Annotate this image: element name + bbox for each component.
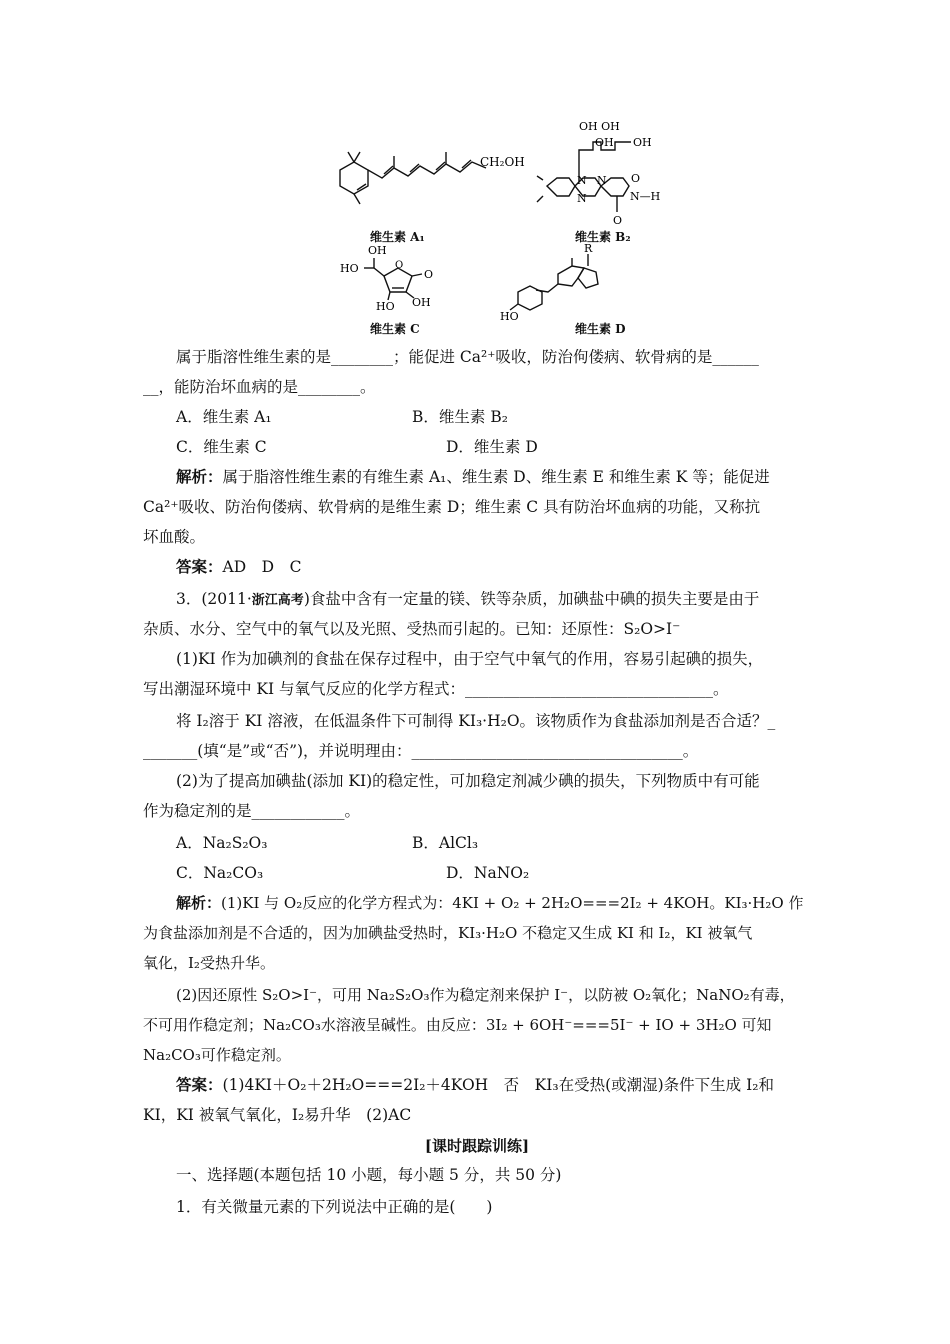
q3-option-b: B．AlCl₃: [412, 834, 479, 852]
q3-source: 浙江高考: [251, 593, 304, 608]
b2-nh-label: N—H: [630, 190, 661, 203]
q2-option-a: A．维生素 A₁: [176, 408, 272, 426]
b2-n3-label: N: [577, 192, 587, 205]
vitamin-c-caption: 维生素 C: [370, 322, 420, 336]
vitamin-structures-figure: [330, 120, 660, 340]
q3-answer-line1: [176, 1070, 774, 1100]
q3-option-a: A．Na₂S₂O₃: [176, 834, 268, 852]
d-r-label: R: [584, 242, 593, 255]
c-oh-top-label: OH: [368, 244, 387, 257]
q2-answer-label: 答案：: [176, 557, 223, 576]
q3-part1-line4: _______(填“是”或“否”)，并说明理由：___________________________________。: [143, 742, 699, 760]
q3-option-c: C．Na₂CO₃: [176, 864, 264, 882]
q3-part1-line2: 写出潮湿环境中 KI 与氧气反应的化学方程式：________________________________。: [143, 680, 729, 698]
q3-analysis2-line2: 不可用作稳定剂；Na₂CO₃水溶液呈碱性。由反应：3I₂ + 6OH⁻===5I⁻ + IO + 3H₂O 可知: [143, 1016, 772, 1034]
q3-stem-prefix: 3．(2011·: [176, 590, 252, 608]
q2-analysis-line1: [176, 462, 770, 492]
vitamin-d-caption: 维生素 D: [575, 322, 626, 336]
section-question1: 1．有关微量元素的下列说法中正确的是( ): [176, 1198, 493, 1216]
c-o-ring-label: O: [395, 260, 404, 271]
b2-o2-label: O: [613, 214, 623, 227]
c-oh-bottom-label: OH: [412, 296, 431, 309]
q2-answer-text: AD D C: [222, 558, 302, 576]
b2-ohoh-label: OH OH: [579, 120, 620, 133]
q3-analysis1-line2: 为食盐添加剂是不合适的，因为加碘盐受热时，KI₃·H₂O 不稳定又生成 KI 和 I₂，KI 被氧气: [143, 924, 753, 942]
q3-part2-line1: (2)为了提高加碘盐(添加 KI)的稳定性，可加稳定剂减少碘的损失，下列物质中有可能: [176, 772, 760, 790]
q3-stem-suffix: )食盐中含有一定量的镁、铁等杂质，加碘盐中碘的损失主要是由于: [303, 590, 760, 608]
q3-answer-label: 答案：: [176, 1075, 223, 1094]
section-part1-heading: 一、选择题(本题包括 10 小题，每小题 5 分，共 50 分): [176, 1166, 562, 1184]
q3-part1-line3: 将 I₂溶于 KI 溶液，在低温条件下可制得 KI₃·H₂O。该物质作为食盐添加剂是否合适？_: [176, 712, 776, 730]
vitamin-b2-caption: 维生素 B₂: [575, 230, 631, 244]
b2-oh1-label: OH: [595, 136, 614, 149]
vitamin-c-structure: [340, 244, 450, 314]
q3-analysis2-line1: (2)因还原性 S₂O>I⁻，可用 Na₂S₂O₃作为稳定剂来保护 I⁻，以防被 O₂氧化；NaNO₂有毒，: [176, 986, 795, 1004]
vitamin-b2-structure: [535, 120, 665, 228]
vitamin-d-structure: [500, 244, 640, 324]
q2-stem-line2: __，能防治坏血病的是________。: [143, 378, 376, 396]
c-ho-bottom-label: HO: [376, 300, 395, 313]
q2-analysis-line2: Ca²⁺吸收、防治佝偻病、软骨病的是维生素 D；维生素 C 具有防治坏血病的功能，又称抗: [143, 498, 761, 516]
q2-option-b: B．维生素 B₂: [412, 408, 508, 426]
q2-analysis-text1: 属于脂溶性维生素的有维生素 A₁、维生素 D、维生素 E 和维生素 K 等；能促进: [222, 468, 770, 486]
b2-n2-label: N: [597, 174, 607, 187]
q2-answer: [176, 552, 301, 582]
q2-option-d: D．维生素 D: [446, 438, 538, 456]
q3-option-d: D．NaNO₂: [446, 864, 530, 882]
q2-option-c: C．维生素 C: [176, 438, 267, 456]
q2-analysis-line3: 坏血酸。: [143, 528, 206, 546]
q3-analysis-label: 解析：: [176, 894, 222, 912]
c-o-keto-label: O: [424, 268, 434, 281]
q3-analysis2-line3: Na₂CO₃可作稳定剂。: [143, 1046, 291, 1064]
q3-stem-line2: 杂质、水分、空气中的氧气以及光照、受热而引起的。已知：还原性：S₂O>I⁻: [143, 620, 681, 638]
q3-analysis1-text1: (1)KI 与 O₂反应的化学方程式为：4KI + O₂ + 2H₂O===2I₂ + 4KOH。KI₃·H₂O 作: [221, 894, 804, 912]
q2-stem-line1: 属于脂溶性维生素的是________；能促进 Ca²⁺吸收，防治佝偻病、软骨病的是______: [176, 348, 759, 366]
b2-oh2-label: OH: [633, 136, 652, 149]
q3-part2-line2: 作为稳定剂的是____________。: [143, 802, 361, 820]
q3-stem-line1: [176, 584, 759, 616]
q2-analysis-label: 解析：: [176, 467, 223, 486]
q3-analysis1-line1: [176, 888, 803, 918]
c-ho-left-label: HO: [340, 262, 359, 275]
section-title: [课时跟踪训练]: [424, 1137, 530, 1155]
q3-answer-text1: (1)4KI＋O₂＋2H₂O===2I₂＋4KOH 否 KI₃在受热(或潮湿)条件下生成 I₂和: [222, 1076, 774, 1094]
d-ho-label: HO: [500, 310, 519, 323]
a1-ch2oh-label: CH₂OH: [480, 155, 525, 169]
b2-o1-label: O: [631, 172, 641, 185]
q3-answer-line2: KI，KI 被氧气氧化，I₂易升华 (2)AC: [143, 1106, 412, 1124]
vitamin-a1-structure: [330, 150, 525, 220]
vitamin-a1-caption: 维生素 A₁: [370, 230, 425, 244]
b2-n1-label: N: [577, 174, 587, 187]
q3-part1-line1: (1)KI 作为加碘剂的食盐在保存过程中，由于空气中氧气的作用，容易引起碘的损失，: [176, 650, 764, 668]
q3-analysis1-line3: 氧化，I₂受热升华。: [143, 954, 275, 972]
